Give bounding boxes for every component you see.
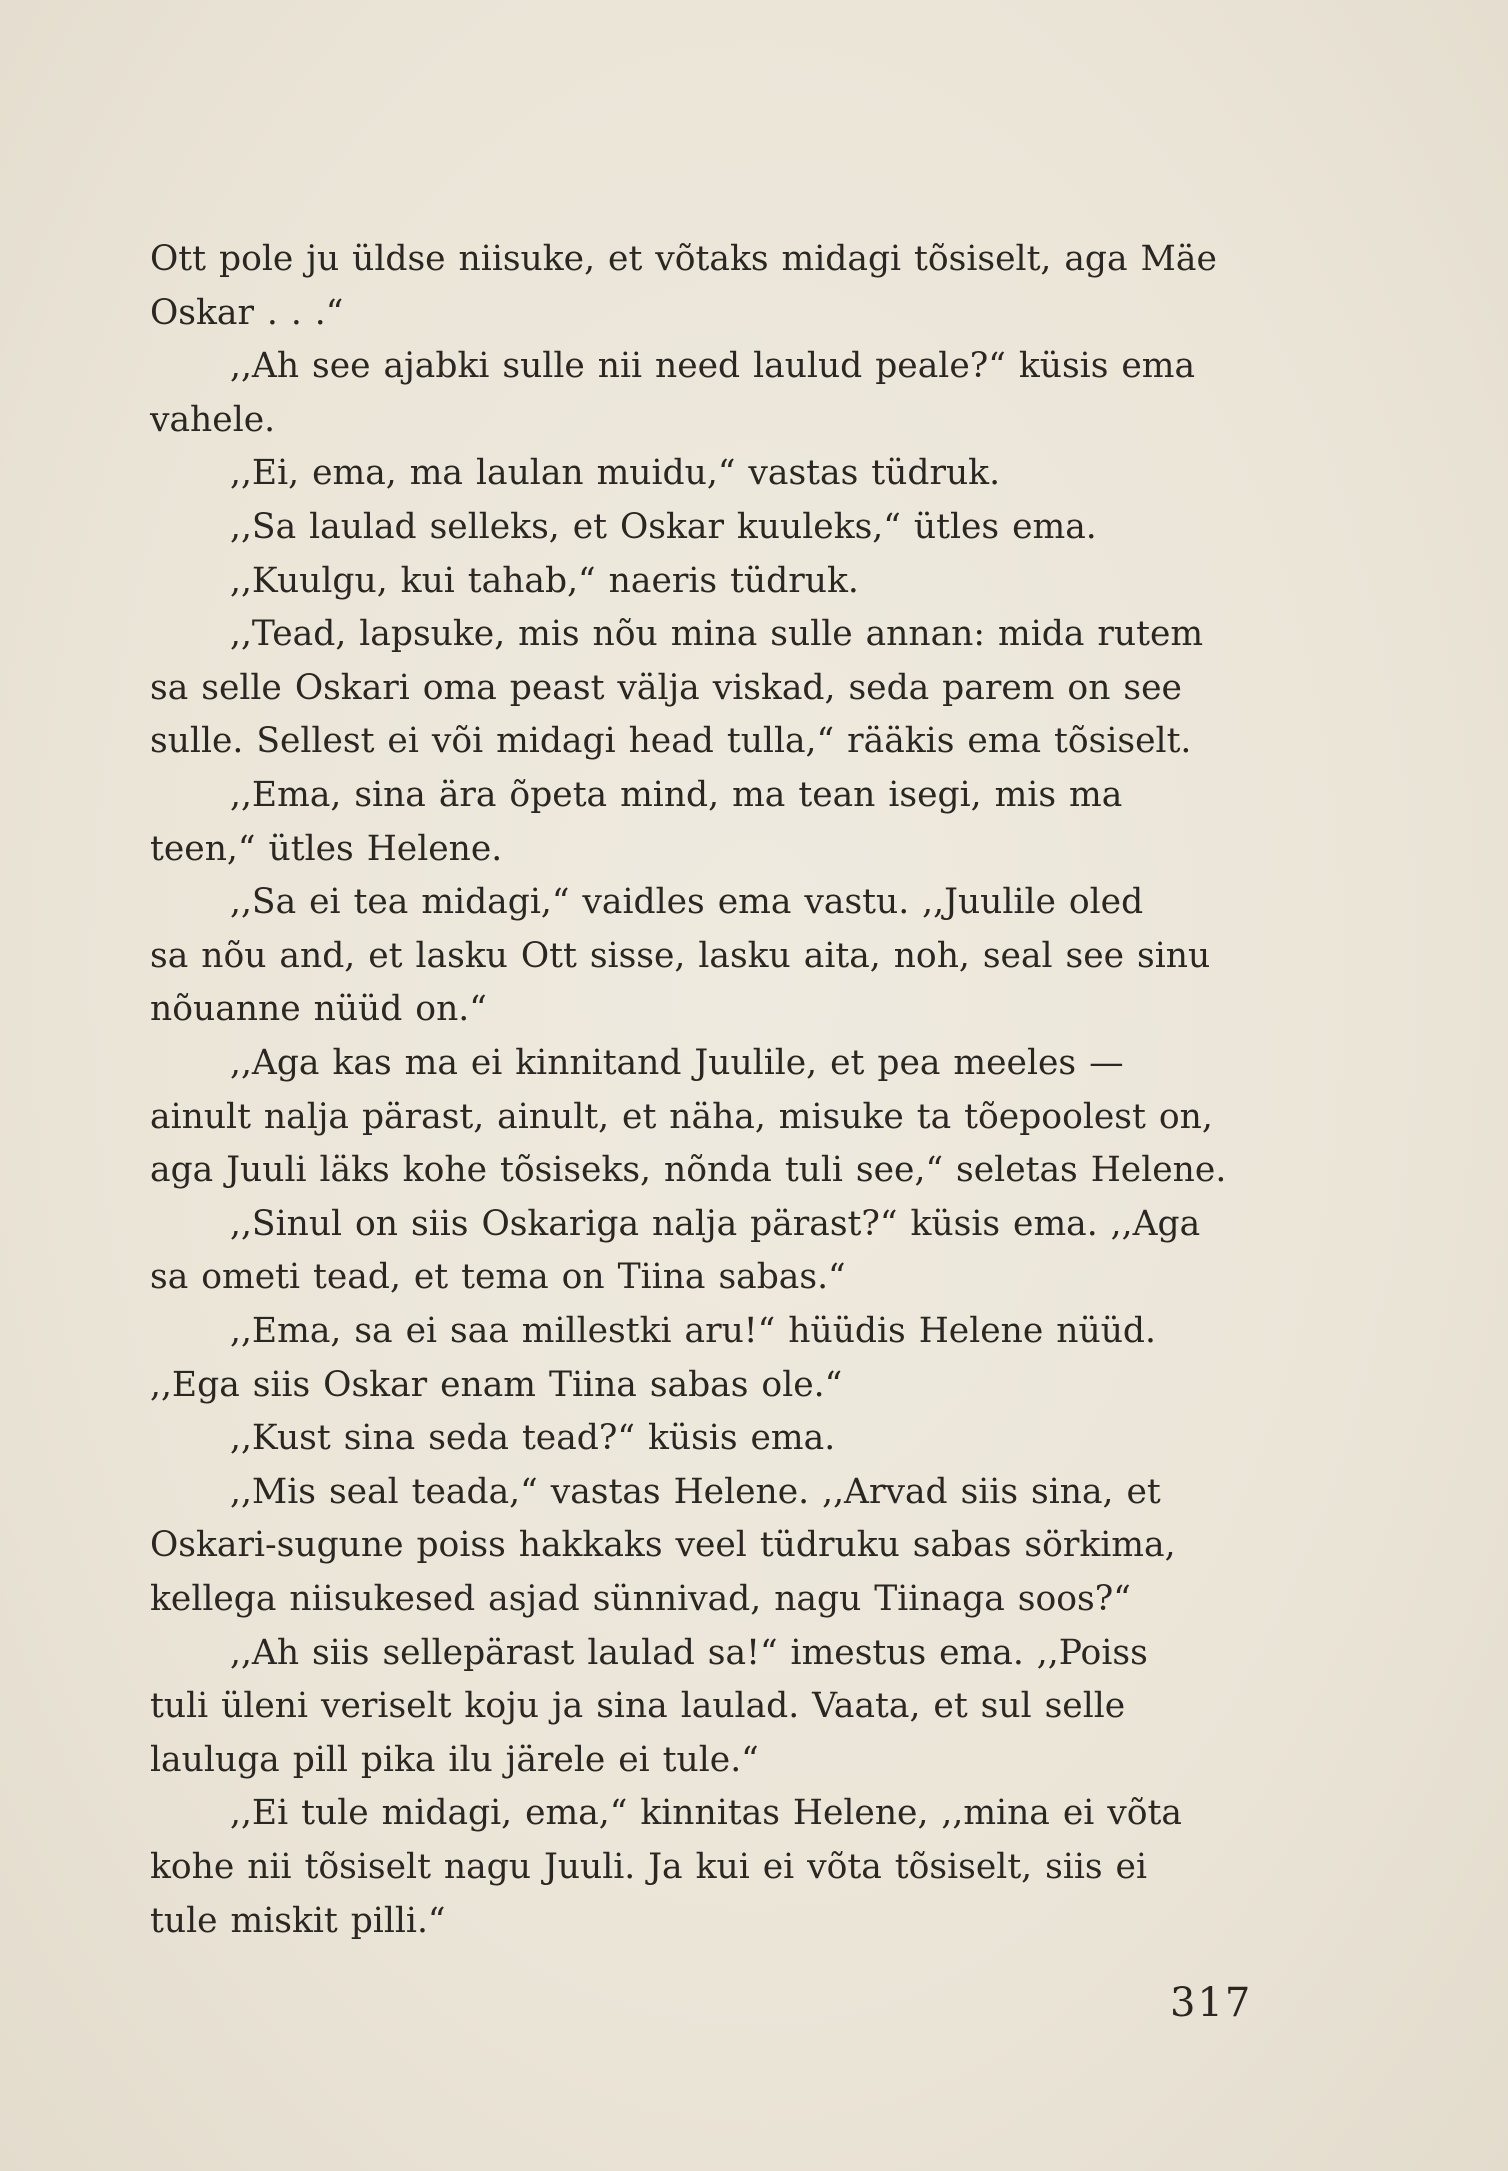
text-line: sulle. Sellest ei või midagi head tulla,“ rääkis ema tõsiselt. [150,721,1192,762]
text-line: ,,Ega siis Oskar enam Tiina sabas ole.“ [150,1364,843,1405]
text-line: sa ometi tead, et tema on Tiina sabas.“ [150,1257,846,1298]
text-line: tuli üleni veriselt koju ja sina laulad. Vaata, et sul selle [150,1686,1126,1727]
text-line: teen,“ ütles Helene. [150,828,503,869]
text-line: sa nõu and, et lasku Ott sisse, lasku aita, noh, seal see sinu [150,935,1211,976]
text-line: ,,Mis seal teada,“ vastas Helene. ,,Arvad siis sina, et [230,1471,1161,1512]
text-line: ainult nalja pärast, ainult, et näha, misuke ta tõepoolest on, [150,1096,1213,1137]
text-line: ,,Aga kas ma ei kinnitand Juulile, et pea meeles — [230,1043,1124,1083]
text-line: tule miskit pilli.“ [150,1900,446,1941]
text-line: lauluga pill pika ilu järele ei tule.“ [150,1739,759,1780]
page-number: 317 [1170,1980,1253,2026]
text-line: ,,Ah siis sellepärast laulad sa!“ imestus ema. ,,Poiss [230,1632,1148,1673]
text-line: ,,Ei, ema, ma laulan muidu,“ vastas tüdruk. [230,453,1001,494]
text-line: kellega niisukesed asjad sünnivad, nagu Tiinaga soos?“ [150,1579,1131,1619]
text-line: ,,Ema, sina ära õpeta mind, ma tean isegi, mis ma [230,775,1123,815]
text-line: Ott pole ju üldse niisuke, et võtaks midagi tõsiselt, aga Mäe [150,239,1217,279]
text-line: ,,Kuulgu, kui tahab,“ naeris tüdruk. [230,560,859,601]
text-line: kohe nii tõsiselt nagu Juuli. Ja kui ei võta tõsiselt, siis ei [150,1847,1148,1887]
text-line: ,,Kust sina seda tead?“ küsis ema. [230,1418,836,1459]
text-line: nõuanne nüüd on.“ [150,989,487,1030]
text-line: Oskari-sugune poiss hakkaks veel tüdruku sabas sörkima, [150,1525,1176,1566]
text-line: ,,Sinul on siis Oskariga nalja pärast?“ küsis ema. ,,Aga [230,1203,1201,1244]
text-line: ,,Ema, sa ei saa millestki aru!“ hüüdis Helene nüüd. [230,1311,1156,1351]
text-line: ,,Sa ei tea midagi,“ vaidles ema vastu. ,,Juulile oled [230,882,1144,923]
text-line: ,,Sa laulad selleks, et Oskar kuuleks,“ ütles ema. [230,507,1097,547]
text-line: ,,Ah see ajabki sulle nii need laulud peale?“ küsis ema [230,346,1196,387]
text-line: aga Juuli läks kohe tõsiseks, nõnda tuli see,“ seletas Helene. [150,1150,1227,1191]
text-line: ,,Tead, lapsuke, mis nõu mina sulle annan: mida rutem [230,614,1204,655]
text-line: ,,Ei tule midagi, ema,“ kinnitas Helene, ,,mina ei võta [230,1793,1182,1834]
text-line: Oskar . . .“ [150,292,344,333]
text-line: sa selle Oskari oma peast välja viskad, seda parem on see [150,667,1182,708]
text-line: vahele. [150,399,276,440]
